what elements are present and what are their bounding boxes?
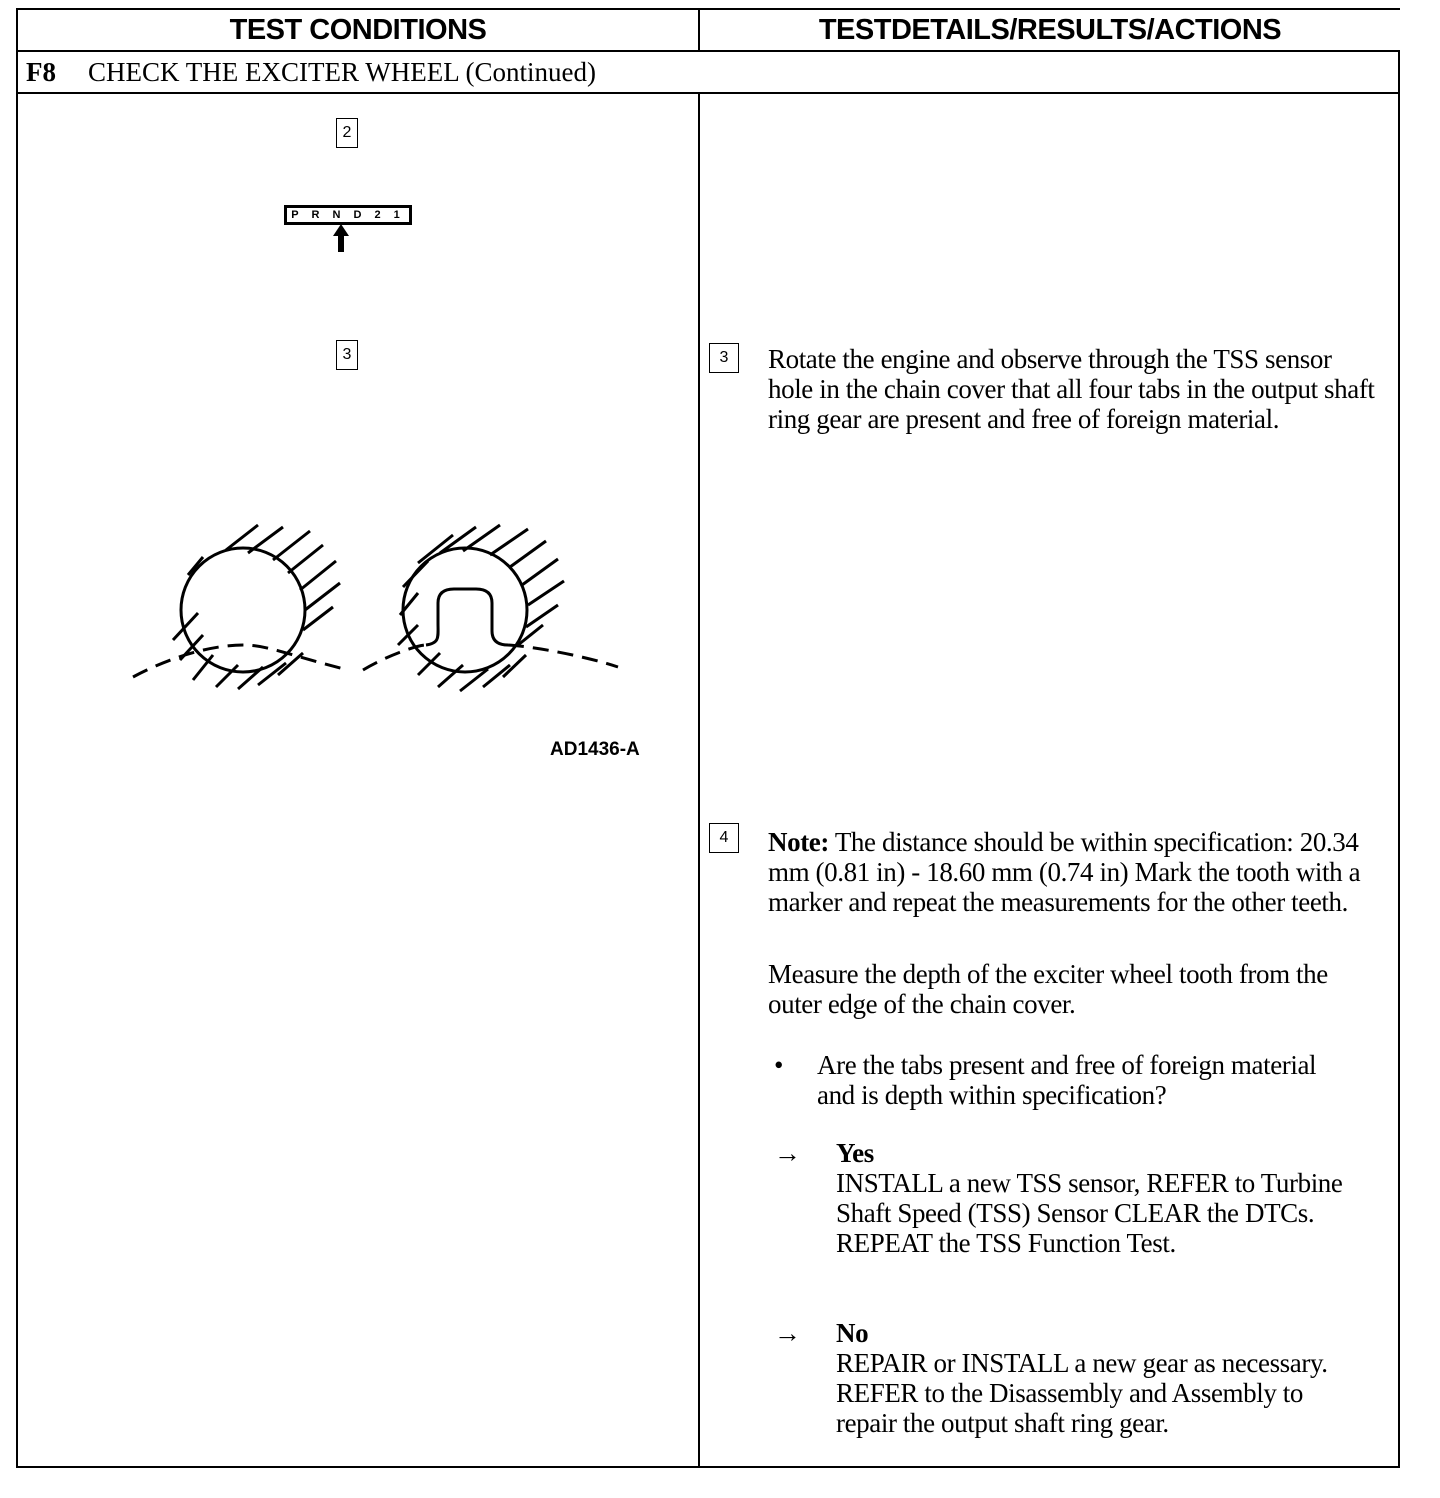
note-block [768, 827, 1383, 917]
yes-label: Yes [836, 1138, 874, 1168]
title-rule [18, 92, 1398, 94]
question-bullet: • [774, 1050, 784, 1080]
no-arrow: → [774, 1318, 801, 1348]
figure-id: AD1436-A [550, 739, 640, 760]
no-text: REPAIR or INSTALL a new gear as necessary. REFER to the Disassembly and Assembly to repair the output shaft ring gear. [836, 1348, 1328, 1438]
step3-text: Rotate the engine and observe through the TSS sensor hole in the chain cover that all four tabs in the output shaft ring gear are present and free of foreign material. [768, 344, 1375, 434]
no-label: No [836, 1318, 869, 1348]
step-id: F8 [26, 57, 56, 87]
yes-arrow: → [774, 1138, 801, 1168]
yes-text: INSTALL a new TSS sensor, REFER to Turbine Shaft Speed (TSS) Sensor CLEAR the DTCs. REPEAT the TSS Function Test. [836, 1168, 1343, 1258]
measure-text: Measure the depth of the exciter wheel tooth from the outer edge of the chain cover. [768, 959, 1328, 1019]
note-label: Note: [768, 827, 829, 857]
column-divider [698, 10, 700, 1466]
exciter-wheel-diagram [118, 505, 638, 705]
gear-selector-indicator: P R N D 2 1 [284, 205, 412, 225]
step-title: CHECK THE EXCITER WHEEL (Continued) [88, 57, 596, 87]
step-title-row [26, 52, 1398, 92]
header-test-conditions: TEST CONDITIONS [18, 10, 698, 50]
step-box-2: 2 [336, 118, 358, 148]
step-box-3: 3 [709, 343, 739, 373]
yes-block [836, 1138, 1346, 1258]
step-box-4: 4 [709, 823, 739, 853]
step-box-3-left: 3 [336, 340, 358, 370]
test-table [16, 8, 1400, 1468]
arrow-up-icon [332, 224, 350, 252]
question-text: Are the tabs present and free of foreign material and is depth within specification? [817, 1050, 1317, 1110]
header-test-details: TESTDETAILS/RESULTS/ACTIONS [700, 10, 1400, 50]
no-block [836, 1318, 1366, 1438]
note-text: The distance should be within specification: 20.34 mm (0.81 in) - 18.60 mm (0.74 in) Mark the tooth with a marker and repeat the measurements for the other teeth. [768, 827, 1361, 917]
